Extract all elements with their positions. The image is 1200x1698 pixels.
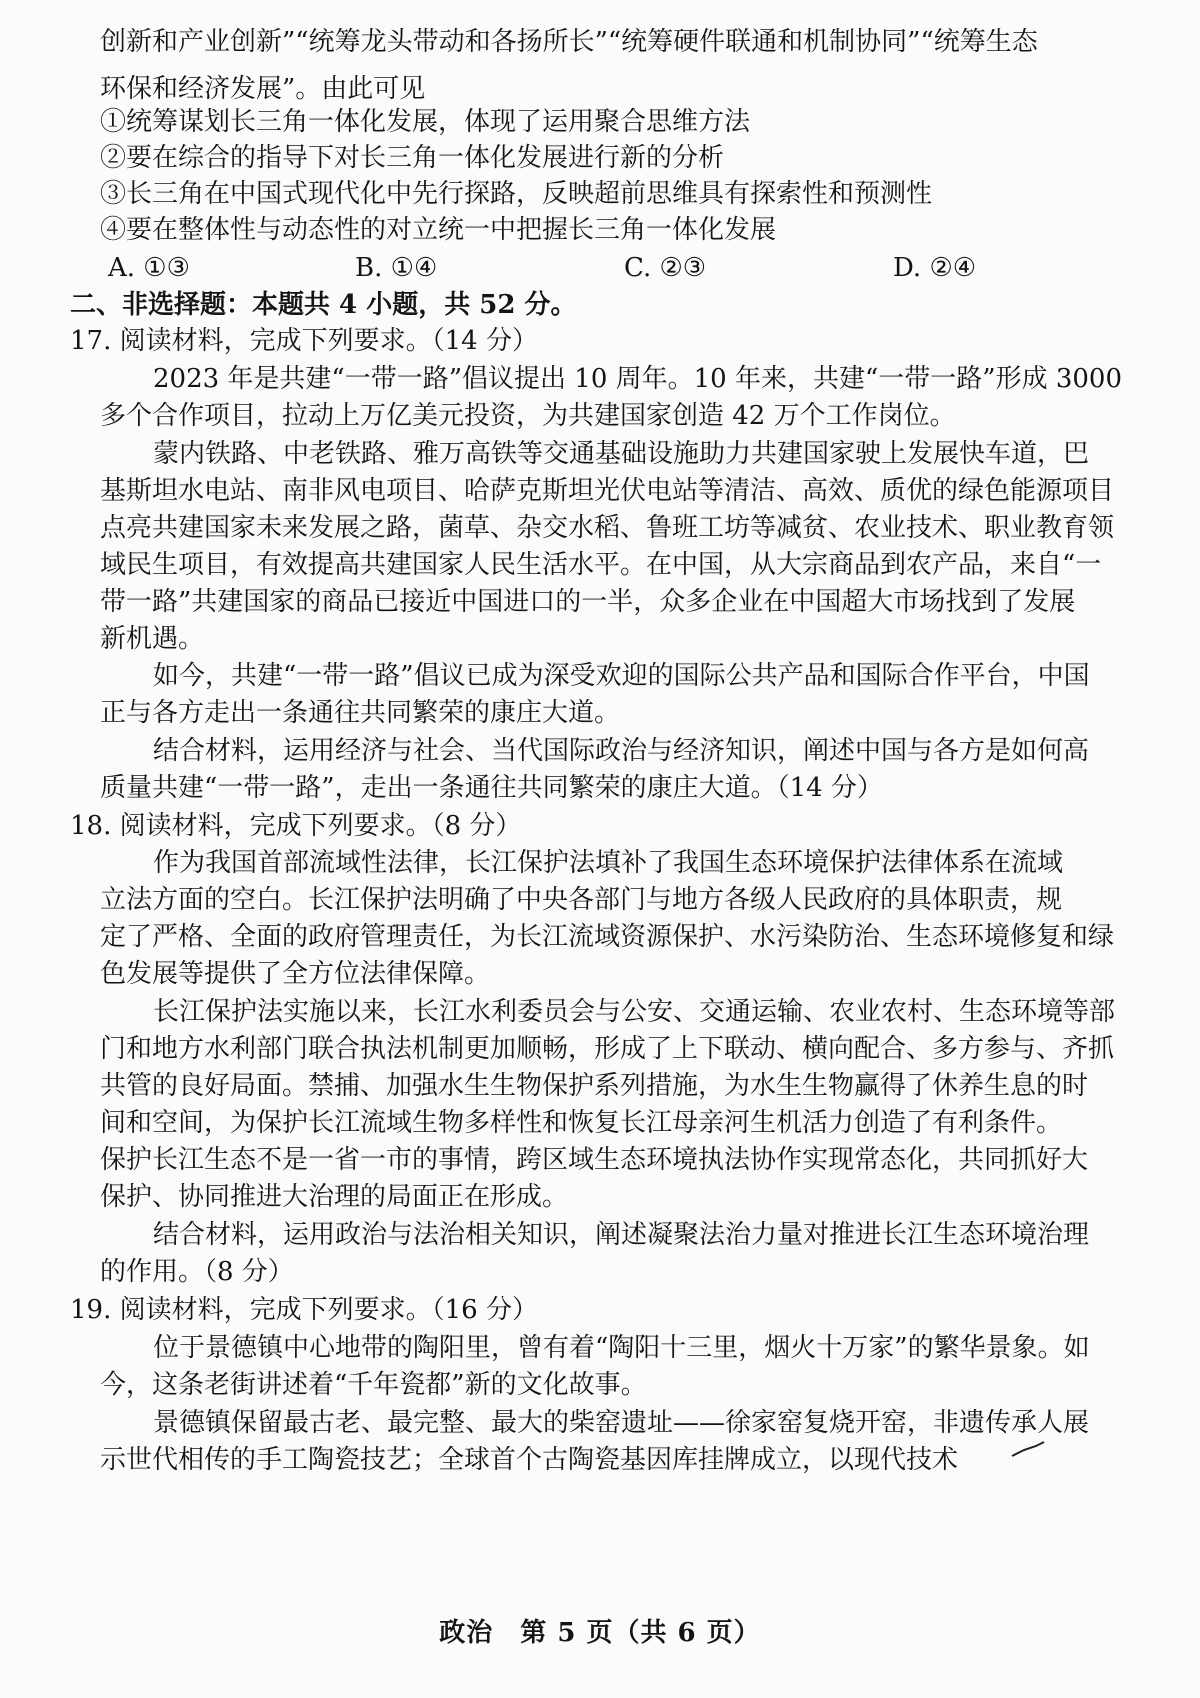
q17-heading: 17. 阅读材料，完成下列要求。（14 分） [70,326,538,356]
q19-line: 景德镇保留最古老、最完整、最大的柴窑遗址——徐家窑复烧开窑，非遗传承人展 [153,1408,1090,1438]
q17-line: 蒙内铁路、中老铁路、雅万高铁等交通基础设施助力共建国家驶上发展快车道，巴 [153,439,1090,469]
q16-statement-3: ③长三角在中国式现代化中先行探路，反映超前思维具有探索性和预测性 [100,179,933,209]
q17-line: 带一路”共建国家的商品已接近中国进口的一半，众多企业在中国超大市场找到了发展 [100,587,1076,617]
q17-line: 基斯坦水电站、南非风电项目、哈萨克斯坦光伏电站等清洁、高效、质优的绿色能源项目 [100,476,1115,506]
option-c: C. ②③ [624,253,707,283]
q18-line: 长江保护法实施以来，长江水利委员会与公安、交通运输、农业农村、生态环境等部 [153,997,1116,1027]
q18-line: 立法方面的空白。长江保护法明确了中央各部门与地方各级人民政府的具体职责，规 [100,885,1063,915]
q18-line: 定了严格、全面的政府管理责任，为长江流域资源保护、水污染防治、生态环境修复和绿 [100,922,1115,952]
q16-stem-line: 环保和经济发展”。由此可见 [100,74,426,104]
q16-stem-line: 创新和产业创新”“统筹龙头带动和各扬所长”“统筹硬件联通和机制协同”“统筹生态 [100,27,1038,57]
option-d: D. ②④ [893,253,977,283]
q19-line: 位于景德镇中心地带的陶阳里，曾有着“陶阳十三里，烟火十万家”的繁华景象。如 [153,1333,1090,1363]
q19-line: 今，这条老街讲述着“千年瓷都”新的文化故事。 [100,1370,647,1400]
q18-question-line: 的作用。（8 分） [100,1257,294,1287]
q18-line: 色发展等提供了全方位法律保障。 [100,959,491,989]
q18-line: 作为我国首部流域性法律，长江保护法填补了我国生态环境保护法律体系在流域 [153,848,1064,878]
q17-line: 多个合作项目，拉动上万亿美元投资，为共建国家创造 42 万个工作岗位。 [100,401,956,431]
q17-line: 域民生项目，有效提高共建国家人民生活水平。在中国，从大宗商品到农产品，来自“一 [100,550,1102,580]
q17-line: 点亮共建国家未来发展之路，菌草、杂交水稻、鲁班工坊等减贫、农业技术、职业教育领 [100,513,1115,543]
pen-stroke-mark [1010,1440,1050,1462]
q17-line: 2023 年是共建“一带一路”倡议提出 10 周年。10 年来，共建“一带一路”形成 3000 [153,364,1122,394]
q16-statement-1: ①统筹谋划长三角一体化发展，体现了运用聚合思维方法 [100,107,751,137]
q16-statement-4: ④要在整体性与动态性的对立统一中把握长三角一体化发展 [100,215,777,245]
q18-line: 门和地方水利部门联合执法机制更加顺畅，形成了上下联动、横向配合、多方参与、齐抓 [100,1034,1115,1064]
q18-line: 保护、协同推进大治理的局面正在形成。 [100,1182,569,1212]
option-b: B. ①④ [355,253,438,283]
q19-heading: 19. 阅读材料，完成下列要求。（16 分） [70,1295,538,1325]
section-title: 二、非选择题：本题共 4 小题，共 52 分。 [70,290,577,320]
q17-line: 正与各方走出一条通往共同繁荣的康庄大道。 [100,698,621,728]
q18-question-line: 结合材料，运用政治与法治相关知识，阐述凝聚法治力量对推进长江生态环境治理 [153,1220,1090,1250]
q17-line: 如今，共建“一带一路”倡议已成为深受欢迎的国际公共产品和国际合作平台，中国 [153,661,1090,691]
q18-line: 间和空间，为保护长江流域生物多样性和恢复长江母亲河生机活力创造了有利条件。 [100,1108,1063,1138]
q17-question-line: 结合材料，运用经济与社会、当代国际政治与经济知识，阐述中国与各方是如何高 [153,736,1090,766]
q17-line: 新机遇。 [100,624,205,654]
option-a: A. ①③ [108,253,190,283]
q16-statement-2: ②要在综合的指导下对长三角一体化发展进行新的分析 [100,143,725,173]
q18-line: 共管的良好局面。禁捕、加强水生生物保护系列措施，为水生生物赢得了休养生息的时 [100,1071,1089,1101]
q18-heading: 18. 阅读材料，完成下列要求。（8 分） [70,811,522,841]
q18-line: 保护长江生态不是一省一市的事情，跨区域生态环境执法协作实现常态化，共同抓好大 [100,1145,1089,1175]
page-footer: 政治 第 5 页（共 6 页） [439,1618,761,1648]
q19-line: 示世代相传的手工陶瓷技艺；全球首个古陶瓷基因库挂牌成立，以现代技术 [100,1445,959,1475]
q17-question-line: 质量共建“一带一路”，走出一条通往共同繁荣的康庄大道。（14 分） [100,773,883,803]
